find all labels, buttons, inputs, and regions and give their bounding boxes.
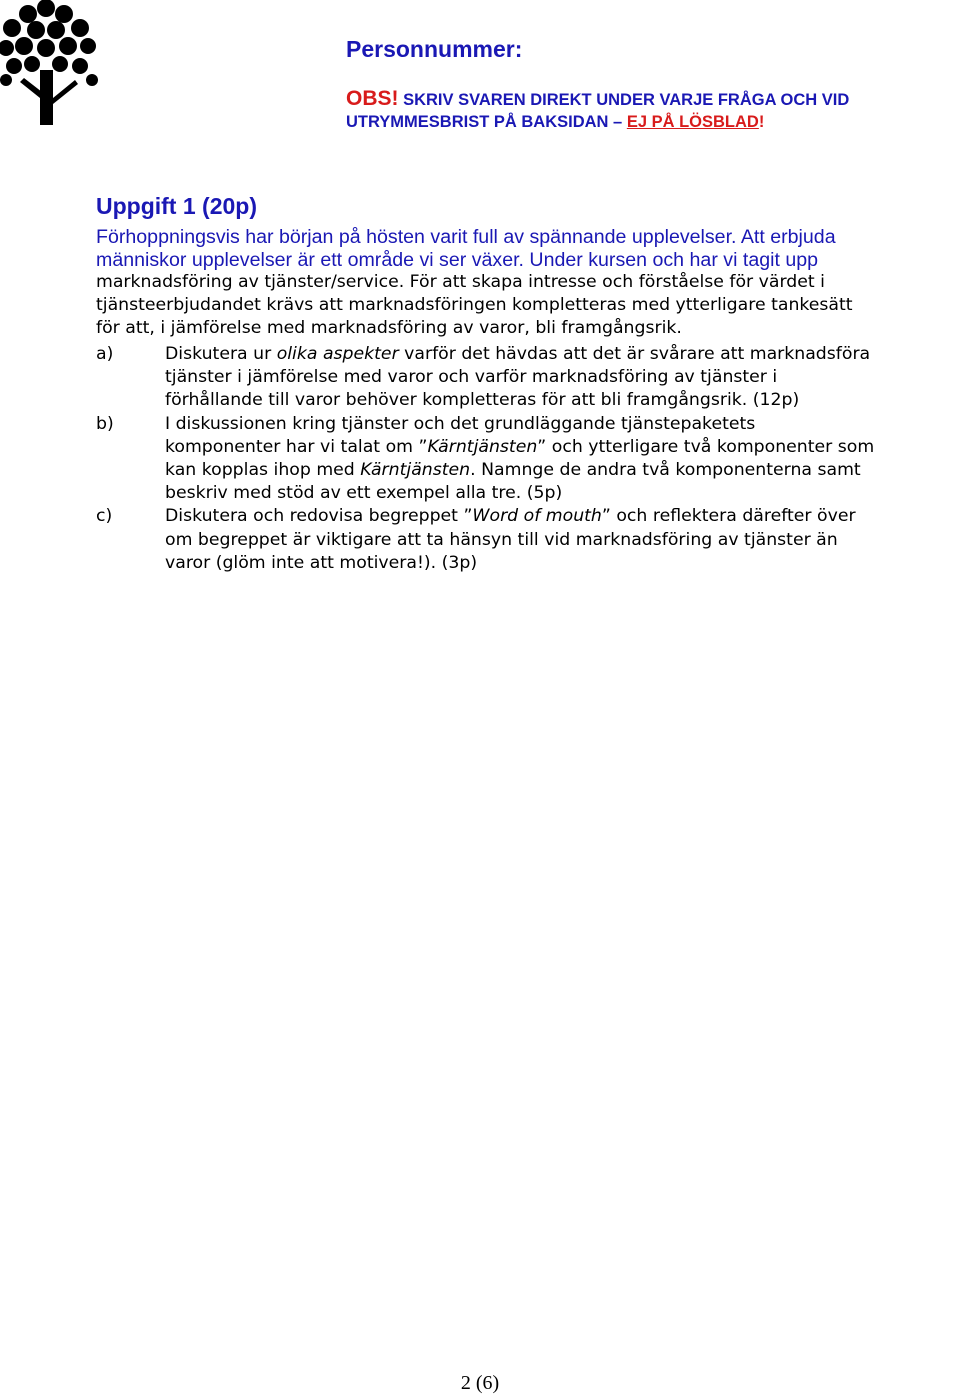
- question-text: om begreppet är viktigare att ta hänsyn till vid marknadsföring av tjänster än: [165, 529, 838, 550]
- question-a: [96, 343, 960, 413]
- emphasis-text: olika aspekter: [276, 344, 399, 364]
- emphasis-text: Kärntjänsten: [360, 460, 471, 481]
- page-number: 2 (6): [460, 1372, 500, 1394]
- question-text: komponenter har vi talat om ”: [165, 436, 428, 457]
- question-text: Diskutera ur: [165, 344, 277, 364]
- question-text: I diskussionen kring tjänster och det grundläggande tjänstepaketets: [165, 413, 756, 434]
- intro-line: tjänsteerbjudandet krävs att marknadsföringen kompletteras med ytterligare tankesätt: [96, 295, 853, 316]
- question-label: a): [96, 344, 114, 364]
- emphasis-text: Word of mouth: [472, 506, 602, 527]
- question-label: c): [96, 506, 113, 527]
- question-text: ” och ytterligare två komponenter som: [537, 436, 875, 457]
- notice-no-loose-sheets: EJ PÅ LÖSBLAD: [626, 113, 759, 131]
- intro-line: marknadsföring av tjänster/service. För att skapa intresse och förståelse för värdet i: [96, 272, 825, 293]
- question-text: ” och reflektera därefter över: [601, 506, 856, 527]
- personnummer-label: Personnummer:: [346, 36, 523, 62]
- obs-label: OBS!: [346, 87, 399, 110]
- intro-line: människor upplevelser är ett område vi ser växer. Under kursen och har vi tagit upp: [96, 248, 819, 271]
- notice-line-2: UTRYMMESBRIST PÅ BAKSIDAN –: [346, 113, 627, 131]
- question-label: b): [96, 413, 114, 434]
- intro-line: för att, i jämförelse med marknadsföring av varor, bli framgångsrik.: [96, 317, 682, 338]
- question-text: tjänster i jämförelse med varor och varför marknadsföring av tjänster i: [165, 367, 778, 388]
- exam-header: [346, 34, 946, 133]
- question-text: förhållande till varor behöver kompletteras för att bli framgångsrik. (12p): [165, 390, 800, 411]
- question-text: Diskutera och redovisa begreppet ”: [165, 506, 473, 527]
- task-questions: [96, 343, 960, 575]
- emphasis-text: Kärntjänsten: [427, 436, 538, 457]
- intro-line: Förhoppningsvis har början på hösten varit full av spännande upplevelser. Att erbjuda: [96, 226, 836, 248]
- notice-line-1: SKRIV SVAREN DIREKT UNDER VARJE FRÅGA OCH VID: [398, 91, 850, 109]
- question-text: varför det hävdas att det är svårare att marknadsföra: [398, 344, 871, 364]
- question-text: . Namnge de andra två komponenterna samt: [470, 460, 861, 481]
- question-b: [96, 413, 960, 506]
- question-text: beskriv med stöd av ett exempel alla tre. (5p): [165, 483, 563, 504]
- task-intro: [96, 226, 958, 340]
- question-text: kan kopplas ihop med: [165, 460, 361, 481]
- university-tree-logo: [0, 0, 100, 125]
- question-c: [96, 505, 960, 575]
- task-title: Uppgift 1 (20p): [96, 193, 257, 219]
- notice-exclamation: !: [758, 113, 765, 131]
- answer-instructions: [346, 88, 946, 133]
- question-text: varor (glöm inte att motivera!). (3p): [165, 552, 478, 573]
